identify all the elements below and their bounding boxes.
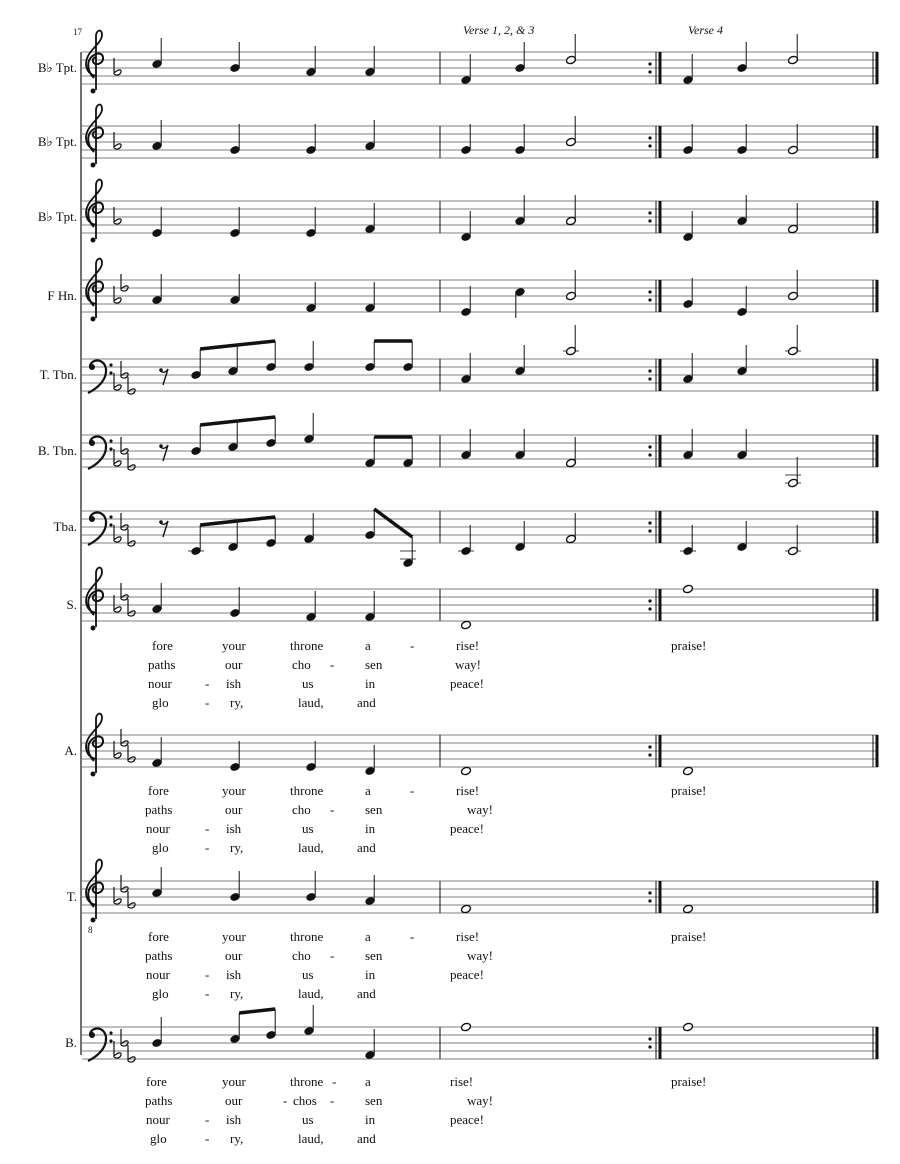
lyric: praise! bbox=[671, 929, 707, 944]
eighth-rest-icon bbox=[159, 444, 163, 448]
label-tuba: Tba. bbox=[53, 519, 77, 534]
lyric: us bbox=[302, 1112, 314, 1127]
flat-icon bbox=[121, 583, 128, 600]
lyric: your bbox=[222, 1074, 246, 1089]
lyric: fore bbox=[146, 1074, 167, 1089]
lyric: ry, bbox=[230, 695, 244, 710]
measure-number: 17 bbox=[73, 27, 82, 37]
lyric: our bbox=[225, 802, 243, 817]
lyric: - bbox=[332, 1074, 337, 1089]
lyric: paths bbox=[148, 657, 176, 672]
note-head bbox=[683, 904, 694, 914]
lyric: paths bbox=[145, 802, 173, 817]
bass-clef-icon bbox=[88, 513, 113, 546]
lyric: laud, bbox=[298, 695, 324, 710]
beam bbox=[200, 345, 237, 349]
lyric: sen bbox=[365, 657, 383, 672]
eighth-rest-icon bbox=[159, 368, 163, 372]
lyric: praise! bbox=[671, 638, 707, 653]
lyric: - bbox=[205, 986, 210, 1001]
staff-sop bbox=[82, 568, 878, 631]
repeat-dot bbox=[648, 445, 651, 448]
repeat-dot bbox=[648, 599, 651, 602]
lyric: glo bbox=[152, 695, 169, 710]
flat-icon bbox=[121, 274, 128, 291]
lyric: nour bbox=[148, 676, 172, 691]
note-head bbox=[683, 766, 694, 776]
repeat-dot bbox=[648, 753, 651, 756]
bass-clef-icon bbox=[88, 437, 113, 470]
lyric: - bbox=[330, 1093, 335, 1108]
lyric: fore bbox=[148, 929, 169, 944]
flat-icon bbox=[128, 745, 135, 762]
staff-bass bbox=[82, 1005, 878, 1062]
lyric: rise! bbox=[450, 1074, 474, 1089]
lyric: chos bbox=[293, 1093, 317, 1108]
lyric: nour bbox=[146, 821, 170, 836]
flat-icon bbox=[128, 529, 135, 546]
lyric: paths bbox=[145, 948, 173, 963]
lyric: laud, bbox=[298, 986, 324, 1001]
lyric: praise! bbox=[671, 783, 707, 798]
repeat-dot bbox=[648, 369, 651, 372]
repeat-dot bbox=[648, 211, 651, 214]
lyric: us bbox=[302, 676, 314, 691]
repeat-dot bbox=[648, 144, 651, 147]
clef-8-mark: 8 bbox=[88, 925, 93, 935]
lyrics-alto bbox=[145, 783, 706, 855]
lyric: laud, bbox=[298, 840, 324, 855]
lyric: cho bbox=[292, 802, 311, 817]
lyric: - bbox=[410, 929, 415, 944]
lyric: ish bbox=[226, 821, 242, 836]
lyrics-sop bbox=[148, 638, 706, 710]
beam bbox=[239, 1009, 275, 1013]
label-horn: F Hn. bbox=[47, 288, 77, 303]
label-ttbn: T. Tbn. bbox=[39, 367, 77, 382]
flat-icon bbox=[114, 286, 121, 303]
flat-icon bbox=[121, 361, 128, 378]
staff-tuba bbox=[82, 509, 878, 568]
lyric: us bbox=[302, 967, 314, 982]
lyric: our bbox=[225, 948, 243, 963]
lyric: cho bbox=[292, 657, 311, 672]
flat-icon bbox=[114, 595, 121, 612]
flat-icon bbox=[114, 207, 121, 224]
beam bbox=[374, 509, 412, 537]
lyric: rise! bbox=[456, 638, 480, 653]
note-head bbox=[461, 620, 472, 630]
lyric: way! bbox=[455, 657, 481, 672]
lyric: paths bbox=[145, 1093, 173, 1108]
beam bbox=[200, 521, 237, 525]
flat-icon bbox=[114, 132, 121, 149]
bass-clef-icon bbox=[88, 1029, 113, 1062]
label-alto: A. bbox=[64, 743, 77, 758]
repeat-dot bbox=[648, 219, 651, 222]
label-bass: B. bbox=[65, 1035, 77, 1050]
lyric: a bbox=[365, 929, 371, 944]
lyric: ish bbox=[226, 967, 242, 982]
eighth-rest-icon bbox=[159, 520, 163, 524]
repeat-dot bbox=[648, 290, 651, 293]
lyric: - bbox=[205, 967, 210, 982]
bass-clef-icon bbox=[88, 361, 113, 394]
marking-verse-1-2-3: Verse 1, 2, & 3 bbox=[463, 23, 535, 37]
lyrics-bass bbox=[145, 1074, 706, 1146]
repeat-dot bbox=[648, 891, 651, 894]
beam bbox=[237, 417, 275, 421]
repeat-dot bbox=[648, 607, 651, 610]
lyric: glo bbox=[152, 840, 169, 855]
lyric: - bbox=[283, 1093, 288, 1108]
lyric: - bbox=[205, 821, 210, 836]
lyric: throne bbox=[290, 1074, 324, 1089]
lyric: your bbox=[222, 929, 246, 944]
lyric: ish bbox=[226, 1112, 242, 1127]
flat-icon bbox=[128, 1045, 135, 1062]
lyric: - bbox=[410, 638, 415, 653]
lyric: sen bbox=[365, 948, 383, 963]
note-head bbox=[683, 1022, 694, 1032]
lyric: a bbox=[365, 1074, 371, 1089]
staff-horn bbox=[82, 259, 878, 322]
flat-icon bbox=[128, 599, 135, 616]
staves-group bbox=[82, 31, 878, 1062]
lyric: peace! bbox=[450, 821, 484, 836]
marking-verse-4: Verse 4 bbox=[688, 23, 723, 37]
staff-tenor bbox=[82, 860, 878, 935]
repeat-dot bbox=[648, 899, 651, 902]
lyric: us bbox=[302, 821, 314, 836]
lyric: way! bbox=[467, 948, 493, 963]
staff-ttbn bbox=[82, 325, 878, 394]
label-tpt1: B♭ Tpt. bbox=[37, 60, 77, 75]
flat-icon bbox=[114, 58, 121, 75]
lyric: - bbox=[205, 840, 210, 855]
lyric: - bbox=[205, 695, 210, 710]
flat-icon bbox=[114, 449, 121, 466]
repeat-dot bbox=[648, 521, 651, 524]
lyric: glo bbox=[150, 1131, 167, 1146]
repeat-dot bbox=[648, 377, 651, 380]
label-sop: S. bbox=[66, 597, 77, 612]
lyric: a bbox=[365, 783, 371, 798]
lyric: laud, bbox=[298, 1131, 324, 1146]
lyric: peace! bbox=[450, 676, 484, 691]
beam bbox=[237, 341, 275, 345]
lyric: praise! bbox=[671, 1074, 707, 1089]
beam bbox=[200, 421, 237, 425]
lyric: sen bbox=[365, 1093, 383, 1108]
lyric: - bbox=[330, 657, 335, 672]
flat-icon bbox=[128, 377, 135, 394]
lyric: ry, bbox=[230, 840, 244, 855]
lyric: ish bbox=[226, 676, 242, 691]
staff-tpt2 bbox=[82, 105, 878, 168]
lyric: throne bbox=[290, 638, 324, 653]
lyric: in bbox=[365, 676, 376, 691]
repeat-dot bbox=[648, 453, 651, 456]
flat-icon bbox=[114, 741, 121, 758]
lyric: - bbox=[205, 1131, 210, 1146]
lyric: glo bbox=[152, 986, 169, 1001]
flat-icon bbox=[128, 891, 135, 908]
repeat-dot bbox=[648, 1037, 651, 1040]
label-tpt2: B♭ Tpt. bbox=[37, 134, 77, 149]
lyric: nour bbox=[146, 967, 170, 982]
flat-icon bbox=[121, 437, 128, 454]
staff-tpt1 bbox=[82, 31, 878, 94]
flat-icon bbox=[121, 729, 128, 746]
flat-icon bbox=[121, 875, 128, 892]
repeat-dot bbox=[648, 1045, 651, 1048]
label-btbn: B. Tbn. bbox=[37, 443, 77, 458]
label-tenor: T. bbox=[66, 889, 77, 904]
lyric: and bbox=[357, 840, 376, 855]
flat-icon bbox=[114, 887, 121, 904]
lyric: throne bbox=[290, 929, 324, 944]
label-tpt3: B♭ Tpt. bbox=[37, 209, 77, 224]
lyric: rise! bbox=[456, 929, 480, 944]
lyrics-tenor bbox=[145, 929, 706, 1001]
lyric: - bbox=[205, 1112, 210, 1127]
lyric: ry, bbox=[230, 986, 244, 1001]
lyric: and bbox=[357, 695, 376, 710]
lyric: your bbox=[222, 638, 246, 653]
flat-icon bbox=[114, 525, 121, 542]
lyric: - bbox=[330, 948, 335, 963]
lyric: - bbox=[410, 783, 415, 798]
note-head bbox=[461, 1022, 472, 1032]
lyric: throne bbox=[290, 783, 324, 798]
lyric: nour bbox=[146, 1112, 170, 1127]
repeat-dot bbox=[648, 62, 651, 65]
flat-icon bbox=[114, 1041, 121, 1058]
lyric: - bbox=[330, 802, 335, 817]
staff-alto bbox=[82, 714, 878, 777]
repeat-dot bbox=[648, 70, 651, 73]
lyric: peace! bbox=[450, 1112, 484, 1127]
repeat-dot bbox=[648, 298, 651, 301]
staff-tpt3 bbox=[82, 180, 878, 243]
lyric: and bbox=[357, 986, 376, 1001]
note-head bbox=[683, 584, 694, 594]
lyric: our bbox=[225, 657, 243, 672]
lyric: peace! bbox=[450, 967, 484, 982]
flat-icon bbox=[121, 513, 128, 530]
lyric: fore bbox=[152, 638, 173, 653]
lyric: sen bbox=[365, 802, 383, 817]
lyric: rise! bbox=[456, 783, 480, 798]
lyric: - bbox=[205, 676, 210, 691]
lyric: way! bbox=[467, 802, 493, 817]
lyric: ry, bbox=[230, 1131, 244, 1146]
lyric: way! bbox=[467, 1093, 493, 1108]
lyric: your bbox=[222, 783, 246, 798]
lyric: our bbox=[225, 1093, 243, 1108]
lyric: in bbox=[365, 967, 376, 982]
repeat-dot bbox=[648, 136, 651, 139]
lyric: and bbox=[357, 1131, 376, 1146]
beam bbox=[237, 517, 275, 521]
note-head bbox=[461, 766, 472, 776]
staff-btbn bbox=[82, 413, 878, 488]
lyric: in bbox=[365, 821, 376, 836]
flat-icon bbox=[128, 453, 135, 470]
flat-icon bbox=[114, 373, 121, 390]
flat-icon bbox=[121, 1029, 128, 1046]
lyric: in bbox=[365, 1112, 376, 1127]
lyric: cho bbox=[292, 948, 311, 963]
repeat-dot bbox=[648, 529, 651, 532]
lyric: a bbox=[365, 638, 371, 653]
repeat-dot bbox=[648, 745, 651, 748]
lyric: fore bbox=[148, 783, 169, 798]
note-head bbox=[461, 904, 472, 914]
